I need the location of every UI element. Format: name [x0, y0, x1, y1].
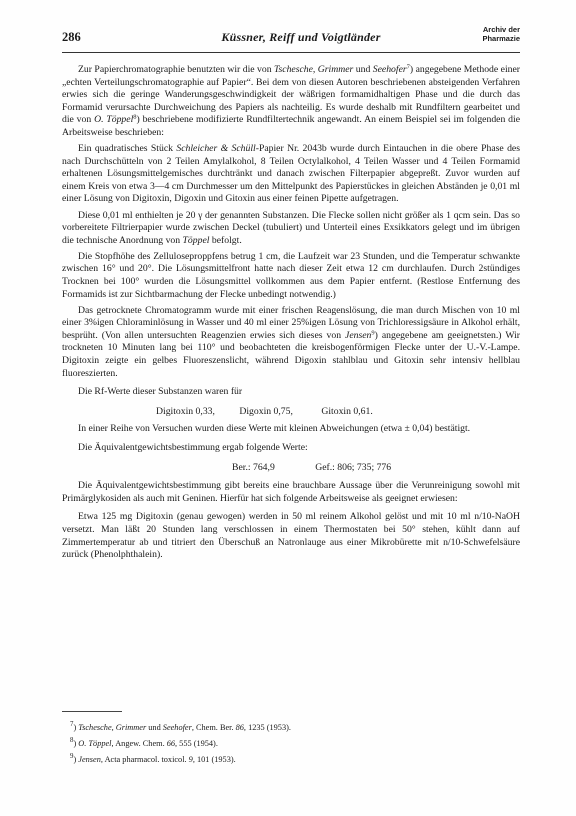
text-run: Das getrocknete Chromatogramm wurde mit einer frischen Reagenslösung, die man durch Mischen von 10 ml einer 3%igen Chloraminlösung in Wasser und 40 ml einer 25%igen Lösung von Trichloressigsäure in Alkohol erhält, besprüht. (Von allen untersuchten Reagenzien erwies sich dieses von: [62, 304, 520, 341]
text-run: , Angew. Chem.: [111, 738, 167, 748]
text-run: und: [353, 64, 373, 75]
text-run: , 101 (1953).: [192, 754, 236, 764]
footnote-volume: 9: [188, 754, 193, 764]
author-name: Jensen: [345, 329, 372, 341]
text-run: , Acta pharmacol. toxicol.: [100, 754, 189, 764]
footnote-number: 7: [70, 721, 74, 728]
footnote: $^8$) O. Töppel, Angew. Chem. 66, 555 (1954).: [70, 736, 218, 748]
text-run: und: [146, 722, 163, 732]
footnote-number: 9: [70, 752, 74, 760]
journal-name-line: Archiv der: [482, 25, 520, 34]
paragraph-detection: [62, 305, 520, 381]
paragraph-paper-preparation: [62, 143, 520, 206]
author-name: Seehofer: [372, 64, 407, 75]
author-name: O. Töppel: [94, 114, 134, 126]
footnote: $^9$) Jensen, Acta pharmacol. toxicol. 9, 101 (1953).: [70, 752, 236, 764]
footnote: $^7$) Tschesche, Grimmer und Seehofer, Chem. Ber. 86, 1235 (1953).: [70, 721, 291, 732]
footnote-author: Jensen: [78, 754, 101, 764]
rf-values-line: [62, 406, 520, 419]
text-run: Diese 0,01 ml enthielten je 20 γ der genannten Substanzen. Die Flecke sollen nicht größer als 1 qcm sein. Das so vorbereitete Filtrierpapier wurde zwischen Deckel (tubuliert) und Unterteil eines Exsikkators gelegt und im übrigen die technische Anordnung von: [62, 209, 520, 246]
footnote-author: Tschesche, Grimmer: [78, 722, 147, 732]
brand-name: Schleicher & Schüll: [176, 143, 256, 155]
footnote-ref: 8: [133, 113, 137, 121]
text-run: Ein quadratisches Stück: [78, 143, 177, 155]
header-rule: [62, 52, 520, 53]
running-title: Küssner, Reiff und Voigtländer: [221, 30, 381, 44]
rf-value-gitoxin: Gitoxin 0,61.: [321, 405, 373, 417]
footnotes: [62, 718, 520, 765]
paragraph-run-conditions: Die Stopfhöhe des Zelluloseproppfens betrug 1 cm, die Laufzeit war 23 Stunden, und die Temperatur schwankte zwischen 16° und 20°. Die Lösungsmittelfront hatte nach dieser Zeit etwa 12 cm durchlaufen. Durch 2stündiges Trocknen bei 100° wurden die Lösungsmittel vollkommen aus dem Papier entfernt. (Restlose Entfernung des Formamids ist zur Sichtbarmachung der Flecke unbedingt notwendig.): [62, 250, 520, 300]
footnote-rule: [62, 711, 122, 712]
paragraph-chromatography-method: [62, 64, 520, 140]
page-header: [62, 25, 520, 50]
paragraph-equivalent-intro: Die Äquivalentgewichtsbestimmung ergab folgende Werte:: [78, 442, 308, 454]
rf-value-digitoxin: Digitoxin 0,33,: [156, 405, 215, 417]
page-number: 286: [62, 30, 81, 44]
text-run: ) angegebene am geeignetsten.) Wir trockneten 10 Minuten lang bei 110° und beobachteten die kreisbogenförmigen Flecke unter der U.-V.-Lampe. Digitoxin zeigte ein gelbes Fluoreszenslicht, während Digoxin stahlblau und Gitoxin sehr intensiv hellblau fluoreszierten.: [62, 329, 520, 379]
equivalent-found: Gef.: 806; 735; 776: [315, 461, 392, 473]
paragraph-equivalent-discussion: Die Äquivalentgewichtsbestimmung gibt bereits eine brauchbare Aussage über die Verunreinigung sowohl mit Primärglykosiden als auch mit Geninen. Hierfür hat sich folgende Arbeitsweise als geeignet erwiesen:: [62, 480, 520, 504]
footnote-volume: 66: [166, 738, 176, 748]
footnote-author: O. Töppel: [78, 738, 112, 748]
text-run: Zur Papierchromatographie benutzten wir die von: [78, 64, 274, 75]
author-name: Töppel: [182, 234, 210, 246]
text-run: , Chem. Ber.: [191, 722, 236, 732]
author-name: Tschesche, Grimmer: [274, 64, 354, 75]
text-run: ) angegebene Methode einer „echten Verteilungschromatographie auf Papier“. Bei dem von diesen Autoren beschriebenen absteigenden Verfahren erwies sich die geringe Wanderungsgeschwindigkeit der wäßrigen formamidhaltigen Phase und die durch das Formamid verursachte Durchweichung des Papiers als nachteilig. Es wurde deshalb mit Rundfiltern gearbeitet und die von: [62, 64, 521, 126]
text-run: ) beschriebene modifizierte Rundfiltertechnik angewandt. An einem Beispiel sei im folgenden die Arbeitsweise beschrieben:: [62, 114, 520, 138]
footnote-author: Seehofer: [162, 722, 192, 732]
paragraph-rf-confirmation: In einer Reihe von Versuchen wurden diese Werte mit kleinen Abweichungen (etwa ± 0,04) bestätigt.: [78, 423, 471, 435]
paragraph-rf-intro: Die Rf-Werte dieser Substanzen waren für: [78, 386, 243, 398]
journal-name-line: Pharmazie: [482, 33, 520, 43]
footnote-ref: 9: [371, 329, 375, 337]
text-run: befolgt.: [209, 234, 242, 246]
footnote-number: 8: [70, 736, 74, 744]
paragraph-sample-amount: [62, 210, 520, 248]
equivalent-calculated: Ber.: 764,9: [232, 461, 275, 473]
text-run: , 1235 (1953).: [243, 722, 291, 732]
footnote-ref: 7: [406, 63, 410, 71]
equivalent-values-line: [62, 462, 520, 475]
text-run: , 555 (1954).: [175, 738, 218, 748]
text-run: -Papier Nr. 2043b wurde durch Eintauchen in die obere Phase des nach Durchschütteln von 2 Teilen Amylalkohol, 8 Teilen Octylalkohol, 4 Teilen Wasser und 4 Teilen Formamid erhaltenen Lösungsmittelgemisches durchtränkt und danach zwischen Filterpapier abgepreßt. Zuvor wurden auf einem Kreis von etwa 3—4 cm Durchmesser um den Mittelpunkt des Papierstückes in gleichen Abständen je 0,01 ml einer Lösung von Digitoxin, Digoxin und Gitoxin aus einer feinen Pipette aufgetragen.: [62, 143, 520, 205]
article-body: [62, 64, 520, 562]
footnote-volume: 86: [235, 722, 244, 732]
paragraph-titration-procedure: Etwa 125 mg Digitoxin (genau gewogen) werden in 50 ml reinem Alkohol gelöst und mit 10 ml n/10-NaOH versetzt. Man läßt 20 Stunden lang verschlossen in einem Thermostaten bei 50° stehen, kühlt dann auf Zimmertemperatur ab und titriert den Überschuß an Natronlauge aus einer Mikrobürette mit n/10-Schwefelsäure zurück (Phenolphthalein).: [62, 511, 520, 561]
rf-value-digoxin: Digoxin 0,75,: [239, 405, 293, 417]
journal-name: [482, 26, 520, 43]
